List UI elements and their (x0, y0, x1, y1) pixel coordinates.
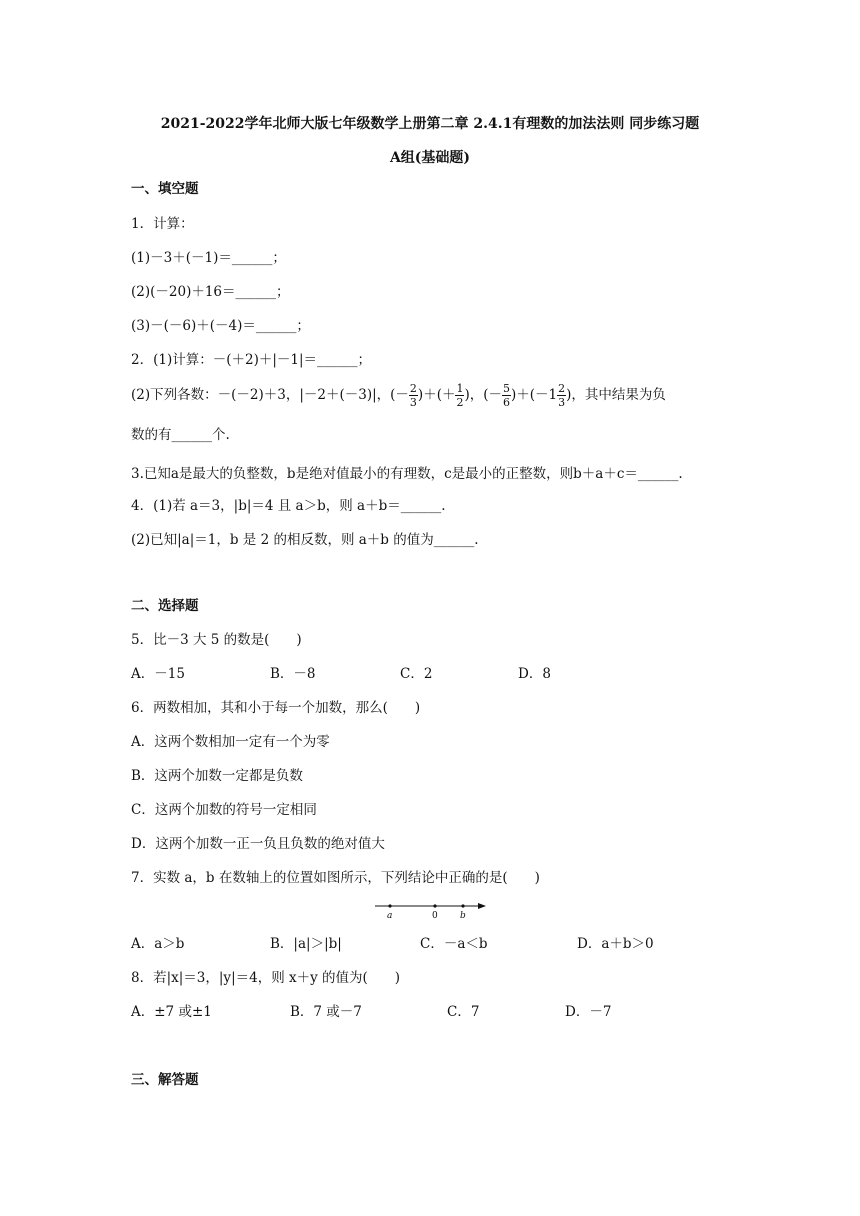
q7-option-d: D．a＋b＞0 (577, 936, 654, 952)
fraction-numerator: 5 (503, 382, 511, 395)
q2-part2-cont: 数的有______个. (131, 427, 230, 443)
number-line-arrow (478, 903, 486, 909)
q4-part2: (2)已知|a|＝1，b 是 2 的相反数，则 a＋b 的值为______. (131, 532, 479, 548)
q1-part3: (3)－(－6)＋(－4)＝______； (131, 318, 310, 334)
q3: 3.已知a是最大的负整数，b是绝对值最小的有理数，c是最小的正整数，则b＋a＋c＝______. (131, 466, 683, 482)
q5-option-c: C．2 (400, 666, 433, 682)
fraction-denominator: 6 (503, 396, 511, 409)
q1-part1: (1)－3＋(－1)＝______； (131, 250, 286, 266)
q8-option-c: C．7 (447, 1004, 480, 1020)
q6-option-c: C．这两个加数的符号一定相同 (131, 802, 317, 818)
q2-text-b: )＋(＋ (417, 387, 456, 403)
fraction-denominator: 3 (558, 396, 566, 409)
q1-part2: (2)(－20)＋16＝______； (131, 284, 290, 300)
fraction-5-6 (502, 382, 511, 409)
fraction-denominator: 2 (456, 396, 464, 409)
label-a: a (387, 911, 393, 920)
q8-option-a: A．±7 或±1 (131, 1004, 212, 1020)
q8-option-d: D．－7 (565, 1004, 612, 1020)
fraction-numerator: 1 (456, 382, 464, 395)
q2-text-d: )＋(－1 (511, 387, 558, 403)
q6-option-a: A．这两个数相加一定有一个为零 (131, 734, 330, 750)
point-zero (433, 904, 436, 907)
section-multiple-choice: 二、选择题 (131, 598, 199, 614)
q5-option-d: D．8 (518, 666, 551, 682)
label-b: b (460, 911, 466, 920)
q6-option-d: D．这两个加数一正一负且负数的绝对值大 (131, 836, 385, 852)
q4-part1: 4．(1)若 a＝3，|b|＝4 且 a＞b，则 a＋b＝______. (131, 498, 446, 514)
fraction-numerator: 2 (558, 382, 566, 395)
fraction-2-3 (409, 382, 418, 409)
q5-stem: 5．比－3 大 5 的数是( ) (131, 632, 302, 648)
q1-head: 1．计算： (131, 216, 194, 232)
q2-text-c: )，(－ (464, 387, 503, 403)
q8-stem: 8．若|x|＝3，|y|＝4，则 x＋y 的值为( ) (131, 970, 401, 986)
q8-option-b: B．7 或－7 (290, 1004, 362, 1020)
point-b (461, 904, 464, 907)
number-line-figure (370, 898, 490, 920)
fraction-numerator: 2 (409, 382, 417, 395)
document-title: 2021-2022学年北师大版七年级数学上册第二章 2.4.1有理数的加法法则 同步练习题 (160, 116, 700, 132)
q6-stem: 6．两数相加，其和小于每一个加数，那么( ) (131, 700, 421, 716)
q6-option-b: B．这两个加数一定都是负数 (131, 768, 303, 784)
q5-option-b: B．－8 (270, 666, 316, 682)
section-solution: 三、解答题 (131, 1072, 199, 1088)
q2-text-e: )，其中结果为负 (566, 387, 666, 403)
q7-stem: 7．实数 a，b 在数轴上的位置如图所示，下列结论中正确的是( ) (131, 870, 540, 886)
document-subtitle: A组(基础题) (389, 150, 471, 166)
q5-option-a: A．－15 (131, 666, 185, 682)
q2-part2 (131, 380, 666, 410)
q7-option-c: C．－a＜b (420, 936, 488, 952)
label-zero: 0 (432, 911, 438, 920)
fraction-2-3-mixed (557, 382, 566, 409)
point-a (388, 904, 391, 907)
fraction-denominator: 3 (409, 396, 417, 409)
q2-text-a: (2)下列各数：－(－2)＋3，|－2＋(－3)|，(－ (131, 387, 409, 403)
q7-option-b: B．|a|＞|b| (270, 936, 342, 952)
q2-part1: 2．(1)计算：－(＋2)＋|－1|＝______； (131, 352, 372, 368)
section-fill-blank: 一、填空题 (131, 181, 199, 197)
q7-option-a: A．a＞b (131, 936, 185, 952)
